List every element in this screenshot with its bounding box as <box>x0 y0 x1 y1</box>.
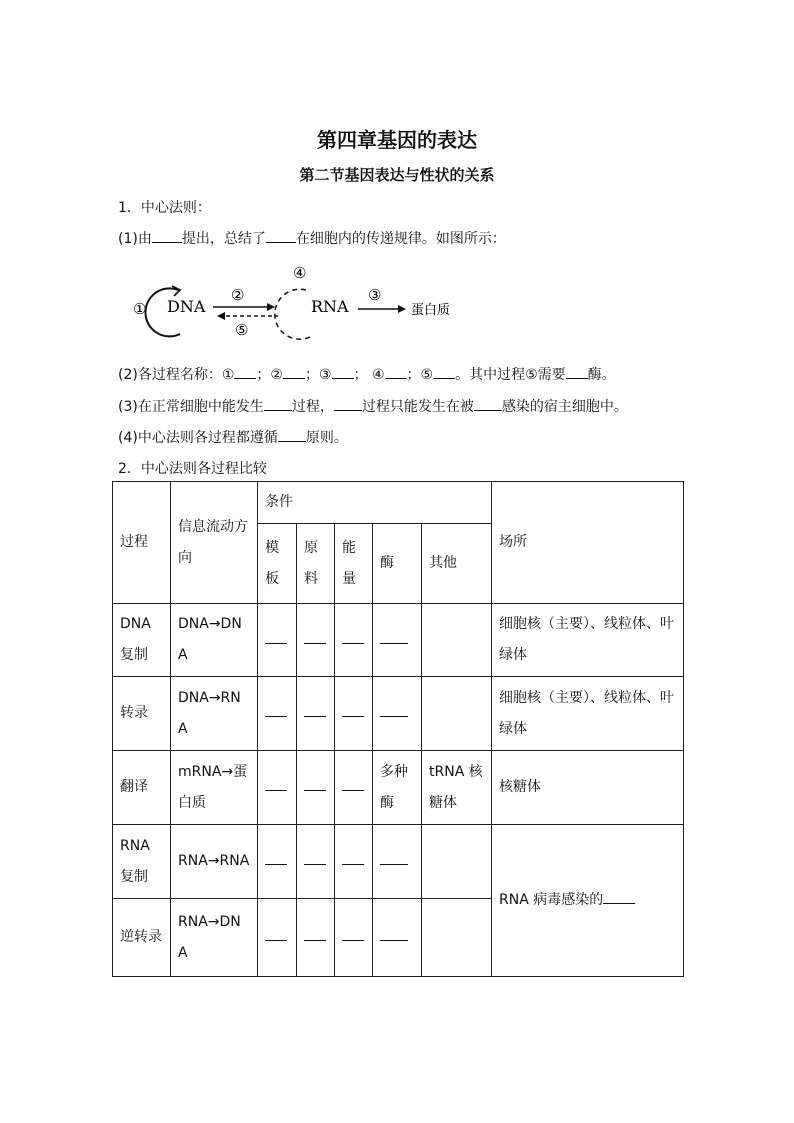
central-dogma-diagram <box>128 262 468 342</box>
section-title: 第二节基因表达与性状的关系 <box>299 166 495 184</box>
header-condition: 条件 <box>258 482 492 524</box>
cell-material[interactable] <box>297 751 335 825</box>
cell-other <box>422 677 492 751</box>
blank-field[interactable] <box>266 228 296 243</box>
blank-field[interactable] <box>342 633 364 644</box>
header-material: 原料 <box>297 524 335 604</box>
cell-flow: DNA→DNA <box>171 604 258 677</box>
q3-text-4: 感染的宿主细胞中。 <box>501 399 628 415</box>
cell-material[interactable] <box>297 604 335 677</box>
process-comparison-table <box>112 481 684 977</box>
blank-field[interactable] <box>304 930 326 941</box>
cell-enzyme[interactable] <box>373 825 422 899</box>
q4-text-1: (4)中心法则各过程都遵循 <box>118 430 278 446</box>
blank-field[interactable] <box>380 930 408 941</box>
blank-field[interactable] <box>380 633 408 644</box>
q3-text-2: 过程， <box>291 399 334 415</box>
blank-field[interactable] <box>265 706 287 717</box>
table-row <box>113 677 684 751</box>
blank-field[interactable] <box>265 930 287 941</box>
diagram-label-2: ② <box>231 286 245 304</box>
q2-num: ② <box>270 367 283 383</box>
chapter-title: 第四章基因的表达 <box>317 128 477 152</box>
cell-process: 翻译 <box>113 751 171 825</box>
cell-flow: mRNA→蛋白质 <box>171 751 258 825</box>
blank-field[interactable] <box>283 364 305 379</box>
q2-sep: ； <box>256 367 271 383</box>
blank-field[interactable] <box>380 706 408 717</box>
blank-field[interactable] <box>474 396 502 411</box>
blank-field[interactable] <box>566 364 588 379</box>
cell-site: 细胞核（主要）、线粒体、叶绿体 <box>492 677 684 751</box>
section1-heading: 1．中心法则： <box>118 200 211 216</box>
reverse-transcription-arrowhead <box>217 312 225 320</box>
blank-field[interactable] <box>152 228 182 243</box>
blank-field[interactable] <box>264 396 292 411</box>
cell-energy[interactable] <box>335 751 373 825</box>
diagram-dna-label: DNA <box>167 297 206 316</box>
q2-sep: ； <box>353 367 368 383</box>
table-header-row <box>113 482 684 524</box>
header-other: 其他 <box>422 524 492 604</box>
rna-replication-loop <box>275 289 312 339</box>
cell-material[interactable] <box>297 825 335 899</box>
cell-process: DNA复制 <box>113 604 171 677</box>
q2-text: (2)各过程名称：① <box>118 367 235 383</box>
q3-text-1: (3)在正常细胞中能发生 <box>118 399 264 415</box>
blank-field[interactable] <box>342 930 364 941</box>
cell-process: 转录 <box>113 677 171 751</box>
blank-field[interactable] <box>385 364 407 379</box>
q2-num: ⑤ <box>420 367 434 383</box>
header-template: 模板 <box>258 524 297 604</box>
cell-other <box>422 899 492 977</box>
cell-site: 细胞核（主要）、线粒体、叶绿体 <box>492 604 684 677</box>
cell-energy[interactable] <box>335 604 373 677</box>
cell-enzyme[interactable] <box>373 604 422 677</box>
header-process: 过程 <box>113 482 171 604</box>
blank-field[interactable] <box>433 364 455 379</box>
blank-field[interactable] <box>304 780 326 791</box>
question-1 <box>118 228 506 248</box>
q1-text-1: (1)由 <box>118 231 152 247</box>
blank-field[interactable] <box>342 780 364 791</box>
blank-field[interactable] <box>342 854 364 865</box>
cell-other <box>422 604 492 677</box>
cell-material[interactable] <box>297 677 335 751</box>
header-flow: 信息流动方向 <box>171 482 258 604</box>
cell-flow: RNA→DNA <box>171 899 258 977</box>
q3-text-3: 过程只能发生在被 <box>361 399 474 415</box>
diagram-rna-label: RNA <box>311 297 349 316</box>
cell-site: 核糖体 <box>492 751 684 825</box>
cell-enzyme: 多种酶 <box>373 751 422 825</box>
cell-template[interactable] <box>258 899 297 977</box>
cell-template[interactable] <box>258 751 297 825</box>
section2-heading: 2．中心法则各过程比较 <box>118 461 267 477</box>
blank-field[interactable] <box>334 396 362 411</box>
cell-template[interactable] <box>258 604 297 677</box>
diagram-label-1: ① <box>133 300 147 318</box>
question-4 <box>118 427 348 447</box>
blank-field[interactable] <box>380 854 408 865</box>
q2-num: ③ <box>318 367 332 383</box>
table-row <box>113 825 684 899</box>
cell-energy[interactable] <box>335 677 373 751</box>
cell-energy[interactable] <box>335 825 373 899</box>
header-site: 场所 <box>492 482 684 604</box>
cell-energy[interactable] <box>335 899 373 977</box>
header-energy: 能量 <box>335 524 373 604</box>
table-row <box>113 751 684 825</box>
q1-text-2: 提出，总结了 <box>181 231 266 247</box>
blank-field[interactable] <box>265 633 287 644</box>
q4-text-2: 原则。 <box>305 430 348 446</box>
cell-other <box>422 825 492 899</box>
blank-field[interactable] <box>304 633 326 644</box>
cell-process: RNA复制 <box>113 825 171 899</box>
blank-field[interactable] <box>234 364 256 379</box>
cell-flow: DNA→RNA <box>171 677 258 751</box>
blank-field[interactable] <box>265 854 287 865</box>
q2-text-end: 。其中过程⑤需要 <box>455 367 566 383</box>
cell-other: tRNA 核糖体 <box>422 751 492 825</box>
cell-template[interactable] <box>258 825 297 899</box>
cell-process: 逆转录 <box>113 899 171 977</box>
blank-field[interactable] <box>278 427 306 442</box>
blank-field[interactable] <box>304 706 326 717</box>
blank-field[interactable] <box>603 889 635 904</box>
cell-site-merged <box>492 825 684 977</box>
q2-text-end2: 酶。 <box>587 367 616 383</box>
question-2 <box>118 364 616 384</box>
replication-arrowhead <box>172 286 180 296</box>
blank-field[interactable] <box>265 780 287 791</box>
diagram-label-3: ③ <box>368 286 382 304</box>
diagram-label-4: ④ <box>293 264 307 282</box>
diagram-protein-label: 蛋白质 <box>411 303 451 318</box>
translation-arrowhead <box>398 305 406 313</box>
diagram-label-5: ⑤ <box>235 321 249 339</box>
q2-num: ④ <box>371 367 385 383</box>
question-3 <box>118 396 628 416</box>
cell-template[interactable] <box>258 677 297 751</box>
header-enzyme: 酶 <box>373 524 422 604</box>
q2-sep: ； <box>304 367 319 383</box>
transcription-arrowhead <box>267 303 275 311</box>
cell-enzyme[interactable] <box>373 677 422 751</box>
q2-sep: ； <box>406 367 421 383</box>
table-row <box>113 604 684 677</box>
cell-enzyme[interactable] <box>373 899 422 977</box>
q1-text-3: 在细胞内的传递规律。如图所示： <box>295 231 506 247</box>
blank-field[interactable] <box>332 364 354 379</box>
merged-site-text: RNA 病毒感染的 <box>499 892 604 908</box>
cell-flow: RNA→RNA <box>171 825 258 899</box>
cell-material[interactable] <box>297 899 335 977</box>
blank-field[interactable] <box>304 854 326 865</box>
blank-field[interactable] <box>342 706 364 717</box>
